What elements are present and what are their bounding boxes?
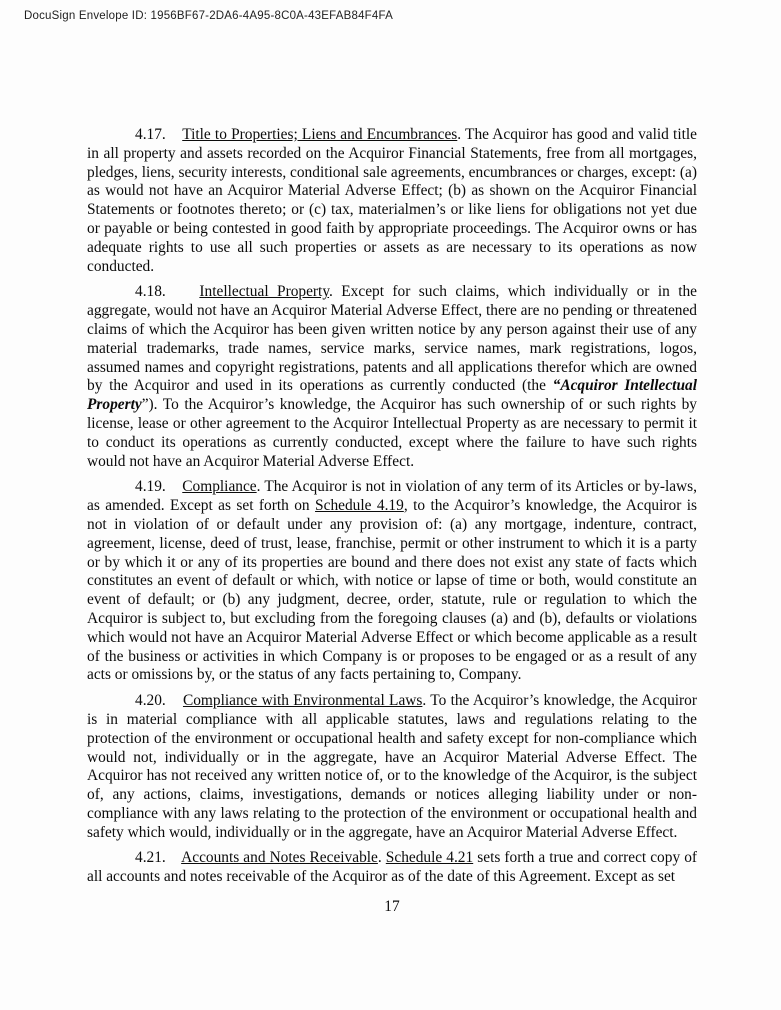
text-segment: 4.21. (135, 849, 182, 867)
text-segment: 4.17. (135, 126, 183, 143)
text-segment: Compliance (182, 478, 257, 496)
text-segment: 4.19. (135, 478, 183, 496)
text-segment: Compliance with Environmental Laws (182, 692, 423, 710)
text-segment: Intellectual Property (199, 283, 330, 301)
text-segment: . The Acquiror has good and valid title in all property and assets recorded on the Acquiror Financial Statements, free from all mortgages, pledges, liens, security interests, conditional sale agreements, encumbrances or charges, except: (a) as would not have an Acquiror Material Adverse Effect; (b) as shown on the Acquiror Financial Statements or footnotes thereto; or (c) tax, materialmen’s or like liens for obligations not yet due or payable or being contested in good faith by appropriate proceedings. The Acquiror owns or has adequate rights to use all such properties or assets as are necessary to its operations as now conducted. (87, 126, 697, 275)
text-segment: Title to Properties; Liens and Encumbrances (182, 126, 458, 143)
text-segment: 4.18. (135, 283, 200, 301)
text-segment: . (377, 849, 386, 867)
document-body (87, 126, 697, 894)
docusign-envelope-id: DocuSign Envelope ID: 1956BF67-2DA6-4A95-8C0A-43EFAB84F4FA (24, 10, 393, 22)
text-segment: . The Acquiror is not in violation of any term of its Articles or by-laws, as amended. Except as set forth on (87, 478, 697, 515)
text-segment: 4.20. (135, 692, 183, 710)
paragraph-4-17 (87, 126, 697, 276)
paragraph-4-18 (87, 283, 697, 471)
paragraph-4-20 (87, 692, 697, 842)
paragraph-4-21 (87, 849, 697, 887)
paragraph-4-19 (87, 478, 697, 685)
text-segment: “Acquiror Intellectual Property (87, 377, 697, 414)
page-number: 17 (384, 898, 400, 915)
text-segment: . To the Acquiror’s knowledge, the Acquiror is in material compliance with all applicable statutes, laws and regulations relating to the protection of the environment or occupational health and safety except for non-compliance which would not, individually or in the aggregate, have an Acquiror Material Adverse Effect. The Acquiror has not received any written notice of, or to the knowledge of the Acquiror, is the subject of, any actions, claims, investigations, demands or notices alleging liability under or non-compliance with any laws relating to the protection of the environment or occupational health and safety which would, individually or in the aggregate, have an Acquiror Material Adverse Effect. (87, 692, 697, 841)
text-segment: , to the Acquiror’s knowledge, the Acquiror is not in violation of or default under any provision of: (a) any mortgage, indenture, contract, agreement, license, deed of trust, lease, franchise, permit or other instrument to which it is a party or by which it or any of its properties are bound and there does not exist any state of facts which constitutes an event of default or which, with notice or lapse of time or both, would constitute an event of default; or (b) any judgment, decree, order, statute, rule or regulation to which the Acquiror is subject to, but excluding from the foregoing clauses (a) and (b), defaults or violations which would not have an Acquiror Material Adverse Effect or which become applicable as a result of the business or activities in which Company is or proposes to be engaged or as a result of any acts or omissions by, or the status of any facts pertaining to, Company. (87, 497, 697, 684)
text-segment: Accounts and Notes Receivable (181, 849, 378, 867)
text-segment: sets forth a true and correct copy of all accounts and notes receivable of the Acquiror as of the date of this Agreement. Except as set (87, 849, 698, 886)
text-segment: ”). To the Acquiror’s knowledge, the Acquiror has such ownership of or such rights by license, lease or other agreement to the Acquiror Intellectual Property as are necessary to permit it to conduct its operations as currently conducted, except where the failure to have such rights would not have an Acquiror Material Adverse Effect. (87, 396, 697, 470)
text-segment: . Except for such claims, which individually or in the aggregate, would not have an Acquiror Material Adverse Effect, there are no pending or threatened claims of which the Acquiror has been given written notice by any person against their use of any material trademarks, trade names, service marks, service names, mark registrations, logos, assumed names and copyright registrations, patents and all applications therefor which are owned by the Acquiror and used in its operations as currently conducted (the (87, 283, 697, 395)
text-segment: Schedule 4.21 (385, 849, 474, 867)
text-segment: Schedule 4.19 (315, 497, 404, 515)
